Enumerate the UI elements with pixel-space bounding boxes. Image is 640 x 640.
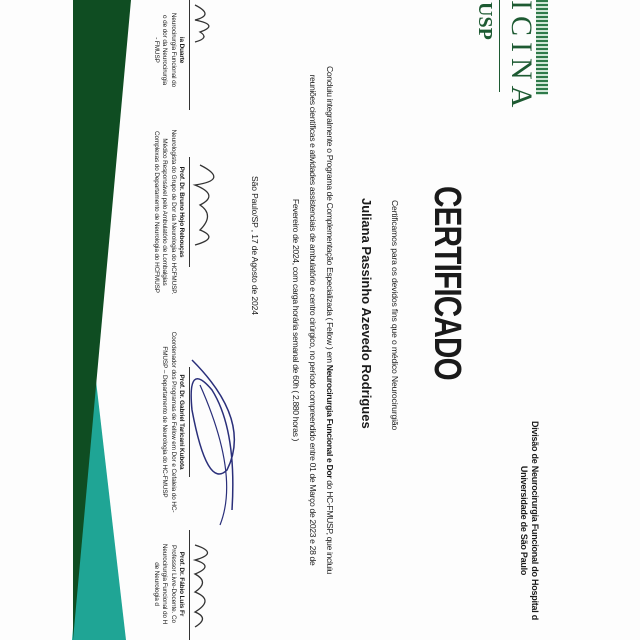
recipient-name: Juliana Passinho Azevedo Rodrigues: [359, 198, 374, 429]
signatory-role: Médico Responsável pelo Ambulatório de Lombalgias: [161, 138, 169, 286]
signatory-role: Neurocirurgia Funcional do H: [161, 543, 169, 625]
body-line-3: Fevereiro de 2024, com carga horária semanal de 60h ( 2.880 horas ): [291, 198, 301, 442]
division-line1: Divisão de Neurocirurgia Funcional do Hospital d: [530, 420, 540, 621]
logo-text: ICINA: [505, 0, 538, 114]
division-line2: Universidade de São Paulo: [519, 465, 529, 576]
intro-text: Certificamos para os devidos fins que o médico Neurocirurgião: [390, 200, 400, 431]
signatory-role: Neurocirurgia Funcional do: [169, 12, 177, 88]
signatory-name: Prof. Dr. Bruno Hojo Rebouças: [178, 166, 185, 258]
body-line-1: [321, 0, 338, 640]
division-header: [518, 403, 540, 638]
signatory-name: Prof. Dr. Gabriel Taricani Kubota: [178, 374, 185, 470]
signatory-role: o de dor da Neurocirurgia: [161, 15, 169, 85]
program-name: Neurocirurgia Funcional e Dor: [325, 364, 335, 479]
body-line-2: reuniões científicas e atividades assistenciais de ambulatório e centro cirúrgico, no período compreendido entre 01 de Março de 2023 e 28 de: [308, 74, 318, 566]
signatory-role: FMUSP – Departamento de Neurologia do HC-FMUSP: [161, 346, 169, 498]
signatory-4: [151, 530, 190, 638]
signatory-role: Coordenador dos Programas de Fellow em Dor e Cefaleia do HC-: [169, 331, 177, 513]
body-text: Concluiu integralmente o Programa de Complementação Especializada ( Fellow ) em: [325, 66, 335, 365]
signatory-1: [151, 0, 190, 100]
signatory-role: Complexas do Departamento de Neurologia do HCFMUSP: [152, 131, 160, 293]
body-text-block: [287, 0, 338, 640]
place-date: São Paulo/SP , 17 de Agosto de 2024: [250, 176, 260, 315]
logo-sub: USP: [474, 2, 496, 40]
logo: [505, 0, 548, 114]
handwritten-signatures: [190, 0, 240, 640]
certificate-title: CERTIFICADO: [426, 186, 468, 380]
signatory-3: [160, 322, 190, 522]
signatory-2: [151, 112, 190, 312]
signatory-role: Professor Livre-Docente. Co: [169, 545, 177, 623]
signatory-role: Neurologista do Grupo de Dor da Neurologia do HCFMUSP.: [169, 129, 177, 295]
signatory-role: - FMUSP: [152, 37, 160, 63]
body-text: do HC-FMUSP, que incluiu: [325, 478, 335, 574]
signatory-name: ia Duarte: [178, 36, 185, 64]
signatory-role: de Neurologia d: [152, 562, 160, 606]
signatory-name: Prof. Dr. Fábio Luis Fr: [178, 551, 185, 617]
